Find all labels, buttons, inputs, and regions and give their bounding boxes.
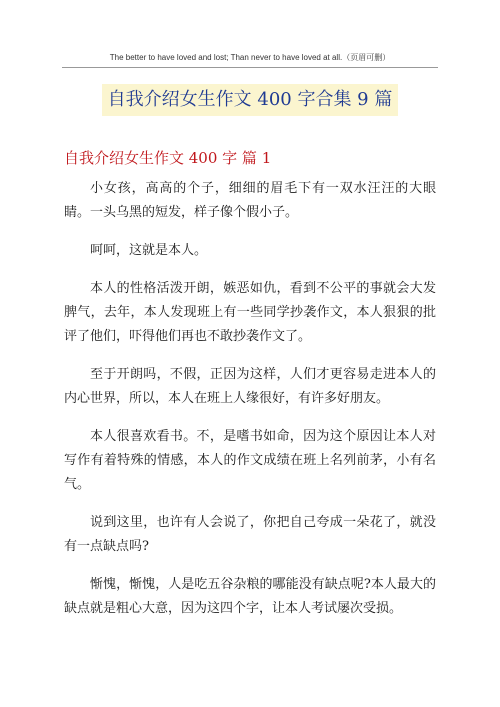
paragraph: 至于开朗吗，不假，正因为这样，人们才更容易走进本人的内心世界，所以，本人在班上人缘很好，有许多好朋友。 — [64, 367, 436, 406]
document-title-block — [0, 84, 500, 116]
paragraph: 本人的性格活泼开朗，嫉恶如仇，看到不公平的事就会大发脾气，去年，本人发现班上有一些同学抄袭作文，本人狠狠的批评了他们，吓得他们再也不敢抄袭作文了。 — [64, 281, 436, 344]
article-body — [64, 177, 436, 635]
paragraph: 本人很喜欢看书。不，是嗜书如命，因为这个原因让本人对写作有着特殊的情感，本人的作文成绩在班上名列前茅，小有名气。 — [64, 429, 436, 492]
section-heading: 自我介绍女生作文 400 字 篇 1 — [64, 149, 272, 167]
paragraph: 呵呵，这就是本人。 — [90, 243, 208, 258]
paragraph: 小女孩，高高的个子，细细的眉毛下有一双水汪汪的大眼睛。一头乌黑的短发，样子像个假小子。 — [64, 181, 436, 220]
paragraph: 惭愧，惭愧，人是吃五谷杂粮的哪能没有缺点呢?本人最大的缺点就是粗心大意，因为这四个字，让本人考试屡次受损。 — [64, 577, 436, 616]
header-divider — [62, 67, 438, 68]
paragraph: 说到这里，也许有人会说了，你把自己夸成一朵花了，就没有一点缺点吗? — [64, 515, 436, 554]
page-header: The better to have loved and lost; Than never to have loved at all.（页眉可删） — [109, 53, 391, 62]
document-title: 自我介绍女生作文 400 字合集 9 篇 — [102, 84, 399, 116]
